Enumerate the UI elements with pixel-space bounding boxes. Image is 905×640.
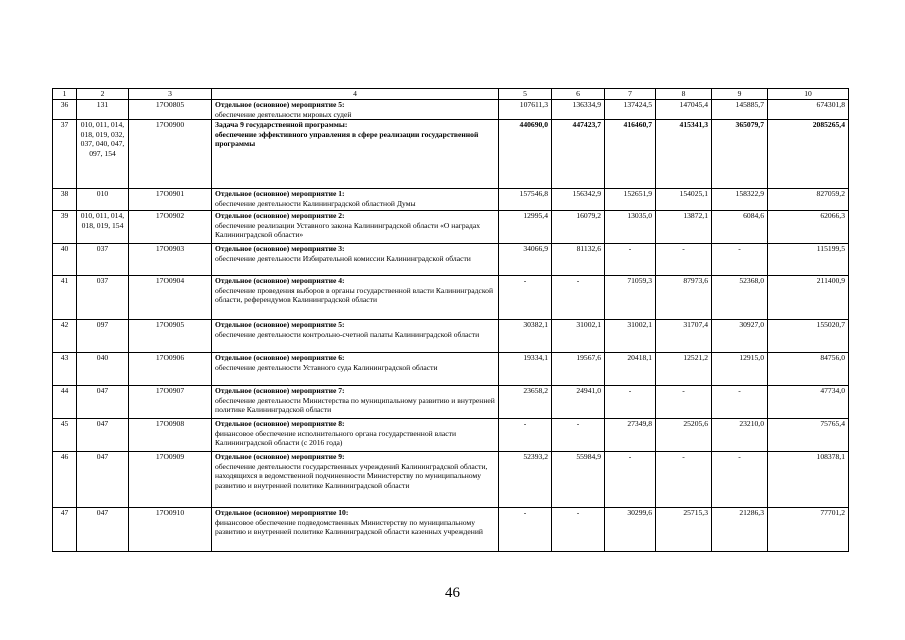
amount-cell: 52393,2 (499, 452, 552, 508)
amount-cell: - (656, 386, 712, 419)
classification-code-cell: 17О0910 (129, 508, 212, 552)
table-row (53, 386, 849, 419)
description-cell (212, 320, 499, 353)
amount-cell: 145885,7 (712, 100, 768, 120)
measure-title: Отдельное (основное) мероприятие 7: (215, 386, 345, 395)
column-header: 1 (53, 89, 77, 100)
amount-cell: 136334,9 (552, 100, 605, 120)
amount-cell: 23210,0 (712, 419, 768, 452)
amount-cell: - (605, 452, 656, 508)
amount-cell: 30382,1 (499, 320, 552, 353)
measure-description: обеспечение деятельности Уставного суда Калининградской области (215, 362, 438, 372)
measure-title: Отдельное (основное) мероприятие 2: (215, 211, 345, 220)
classification-code-cell: 17О0905 (129, 320, 212, 353)
measure-title: Отдельное (основное) мероприятие 3: (215, 244, 345, 253)
amount-cell: 31707,4 (656, 320, 712, 353)
amount-cell: 52368,0 (712, 276, 768, 320)
table-row (53, 320, 849, 353)
classification-code-cell: 17О0908 (129, 419, 212, 452)
amount-cell: 24941,0 (552, 386, 605, 419)
amount-cell: - (552, 276, 605, 320)
admin-code-cell: 010 (77, 189, 129, 211)
total-amount-cell: 2085265,4 (768, 120, 849, 189)
amount-cell: 157546,8 (499, 189, 552, 211)
amount-cell: 107611,3 (499, 100, 552, 120)
amount-cell: 12995,4 (499, 211, 552, 244)
amount-cell: 13872,1 (656, 211, 712, 244)
measure-description: обеспечение деятельности контрольно-счетной палаты Калининградской области (215, 329, 480, 339)
column-header: 6 (552, 89, 605, 100)
description-cell (212, 244, 499, 276)
measure-title: Отдельное (основное) мероприятие 5: (215, 100, 345, 109)
row-number-cell: 44 (53, 386, 77, 419)
measure-description: обеспечение эффективного управления в сфере реализации государственной программы (215, 129, 479, 148)
header-row (53, 89, 849, 100)
admin-code-cell: 097 (77, 320, 129, 353)
column-header: 8 (656, 89, 712, 100)
amount-cell: 30299,6 (605, 508, 656, 552)
description-cell (212, 508, 499, 552)
admin-code-cell: 040 (77, 353, 129, 386)
total-amount-cell: 62066,3 (768, 211, 849, 244)
admin-code-cell: 047 (77, 508, 129, 552)
classification-code-cell: 17О0909 (129, 452, 212, 508)
amount-cell: 25715,3 (656, 508, 712, 552)
budget-table (52, 88, 849, 552)
description-cell (212, 353, 499, 386)
amount-cell: - (712, 244, 768, 276)
admin-code-cell: 047 (77, 452, 129, 508)
amount-cell: 20418,1 (605, 353, 656, 386)
classification-code-cell: 17О0805 (129, 100, 212, 120)
column-header: 9 (712, 89, 768, 100)
amount-cell: 13035,0 (605, 211, 656, 244)
amount-cell: - (499, 508, 552, 552)
admin-code-cell: 131 (77, 100, 129, 120)
measure-title: Отдельное (основное) мероприятие 5: (215, 320, 345, 329)
amount-cell: 447423,7 (552, 120, 605, 189)
classification-code-cell: 17О0906 (129, 353, 212, 386)
amount-cell: 25205,6 (656, 419, 712, 452)
measure-description: финансовое обеспечение исполнительного органа государственной власти Калининградской области (с 2016 года) (215, 428, 457, 447)
admin-code-cell: 010, 011, 014, 018, 019, 154 (77, 211, 129, 244)
row-number-cell: 42 (53, 320, 77, 353)
table-row (53, 419, 849, 452)
amount-cell: 19567,6 (552, 353, 605, 386)
description-cell (212, 189, 499, 211)
amount-cell: 16079,2 (552, 211, 605, 244)
total-amount-cell: 211400,9 (768, 276, 849, 320)
table-row (53, 211, 849, 244)
total-amount-cell: 827059,2 (768, 189, 849, 211)
table-row (53, 189, 849, 211)
amount-cell: 31002,1 (605, 320, 656, 353)
page-number: 46 (445, 585, 460, 601)
measure-title: Отдельное (основное) мероприятие 9: (215, 452, 345, 461)
amount-cell: - (499, 276, 552, 320)
amount-cell: 440690,0 (499, 120, 552, 189)
row-number-cell: 43 (53, 353, 77, 386)
amount-cell: - (656, 452, 712, 508)
amount-cell: 147045,4 (656, 100, 712, 120)
classification-code-cell: 17О0904 (129, 276, 212, 320)
row-number-cell: 46 (53, 452, 77, 508)
amount-cell: 154025,1 (656, 189, 712, 211)
description-cell (212, 386, 499, 419)
row-number-cell: 40 (53, 244, 77, 276)
amount-cell: 158322,9 (712, 189, 768, 211)
total-amount-cell: 77701,2 (768, 508, 849, 552)
description-cell (212, 419, 499, 452)
total-amount-cell: 674301,8 (768, 100, 849, 120)
amount-cell: 416460,7 (605, 120, 656, 189)
measure-description: обеспечение деятельности Министерства по муниципальному развитию и внутренней политике Калининградской области (215, 395, 495, 414)
measure-title: Отдельное (основное) мероприятие 4: (215, 276, 345, 285)
measure-description: обеспечение деятельности Избирательной комиссии Калининградской области (215, 253, 471, 263)
amount-cell: 152651,9 (605, 189, 656, 211)
amount-cell: 12521,2 (656, 353, 712, 386)
amount-cell: 21286,3 (712, 508, 768, 552)
amount-cell: 137424,5 (605, 100, 656, 120)
measure-description: обеспечение реализации Уставного закона Калининградской области «О наградах Калининградской области» (215, 220, 481, 239)
row-number-cell: 38 (53, 189, 77, 211)
table-row (53, 244, 849, 276)
measure-description: обеспечение деятельности мировых судей (215, 109, 352, 119)
amount-cell: 30927,0 (712, 320, 768, 353)
measure-title: Задача 9 государственной программы: (215, 120, 348, 129)
classification-code-cell: 17О0901 (129, 189, 212, 211)
row-number-cell: 37 (53, 120, 77, 189)
measure-title: Отдельное (основное) мероприятие 1: (215, 189, 345, 198)
description-cell (212, 120, 499, 189)
row-number-cell: 47 (53, 508, 77, 552)
measure-title: Отдельное (основное) мероприятие 6: (215, 353, 345, 362)
classification-code-cell: 17О0900 (129, 120, 212, 189)
measure-description: обеспечение деятельности государственных учреждений Калининградской области, находящихся в ведомственной подчиненности Министерству по муниципальному развитию и внутренней политике Калининградской области (215, 461, 488, 490)
column-header: 10 (768, 89, 849, 100)
table-row (53, 100, 849, 120)
amount-cell: 87973,6 (656, 276, 712, 320)
total-amount-cell: 47734,0 (768, 386, 849, 419)
classification-code-cell: 17О0903 (129, 244, 212, 276)
amount-cell: 27349,8 (605, 419, 656, 452)
amount-cell: 34066,9 (499, 244, 552, 276)
measure-title: Отдельное (основное) мероприятие 8: (215, 419, 345, 428)
amount-cell: - (499, 419, 552, 452)
description-cell (212, 452, 499, 508)
table-row (53, 508, 849, 552)
amount-cell: - (552, 508, 605, 552)
amount-cell: 81132,6 (552, 244, 605, 276)
total-amount-cell: 155020,7 (768, 320, 849, 353)
description-cell (212, 211, 499, 244)
amount-cell: 31002,1 (552, 320, 605, 353)
amount-cell: - (656, 244, 712, 276)
amount-cell: - (605, 244, 656, 276)
amount-cell: - (712, 386, 768, 419)
measure-title: Отдельное (основное) мероприятие 10: (215, 508, 349, 517)
measure-description: обеспечение проведения выборов в органы государственной власти Калининградской области, референдумов Калининградской области (215, 285, 494, 304)
amount-cell: 55984,9 (552, 452, 605, 508)
table-row (53, 353, 849, 386)
column-header: 3 (129, 89, 212, 100)
total-amount-cell: 84756,0 (768, 353, 849, 386)
amount-cell: 415341,3 (656, 120, 712, 189)
measure-description: финансовое обеспечение подведомственных Министерству по муниципальному развитию и внутренней политике Калининградской области казенных учреждений (215, 517, 483, 536)
amount-cell: 365079,7 (712, 120, 768, 189)
column-header: 4 (212, 89, 499, 100)
total-amount-cell: 75765,4 (768, 419, 849, 452)
amount-cell: 71059,3 (605, 276, 656, 320)
amount-cell: - (712, 452, 768, 508)
table-row (53, 120, 849, 189)
amount-cell: 23658,2 (499, 386, 552, 419)
amount-cell: - (552, 419, 605, 452)
amount-cell: - (605, 386, 656, 419)
table-row (53, 452, 849, 508)
description-cell (212, 100, 499, 120)
amount-cell: 12915,0 (712, 353, 768, 386)
table-row (53, 276, 849, 320)
row-number-cell: 41 (53, 276, 77, 320)
admin-code-cell: 047 (77, 419, 129, 452)
admin-code-cell: 010, 011, 014, 018, 019, 032, 037, 040, 047, 097, 154 (77, 120, 129, 189)
total-amount-cell: 108378,1 (768, 452, 849, 508)
row-number-cell: 39 (53, 211, 77, 244)
classification-code-cell: 17О0902 (129, 211, 212, 244)
amount-cell: 6084,6 (712, 211, 768, 244)
column-header: 7 (605, 89, 656, 100)
admin-code-cell: 037 (77, 244, 129, 276)
description-cell (212, 276, 499, 320)
measure-description: обеспечение деятельности Калининградской областной Думы (215, 198, 416, 208)
total-amount-cell: 115199,5 (768, 244, 849, 276)
row-number-cell: 45 (53, 419, 77, 452)
row-number-cell: 36 (53, 100, 77, 120)
amount-cell: 19334,1 (499, 353, 552, 386)
column-header: 2 (77, 89, 129, 100)
admin-code-cell: 047 (77, 386, 129, 419)
amount-cell: 156342,9 (552, 189, 605, 211)
classification-code-cell: 17О0907 (129, 386, 212, 419)
column-header: 5 (499, 89, 552, 100)
admin-code-cell: 037 (77, 276, 129, 320)
